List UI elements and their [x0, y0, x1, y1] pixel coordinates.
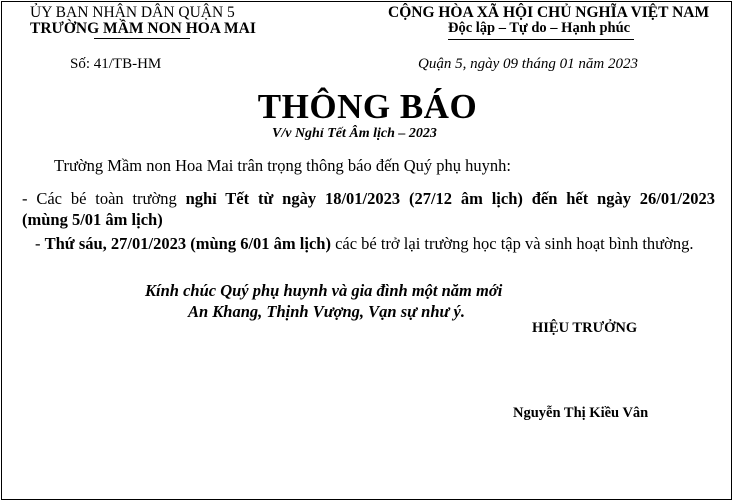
document-number: Số: 41/TB-HM [70, 56, 162, 72]
school-name-underline [94, 38, 190, 39]
signer-name: Nguyễn Thị Kiều Vân [513, 405, 649, 421]
document-title: THÔNG BÁO [257, 87, 478, 126]
intro-paragraph: Trường Mầm non Hoa Mai trân trọng thông báo đến Quý phụ huynh: [54, 156, 512, 175]
notice-item-1-continuation: (mùng 5/01 âm lịch) [22, 210, 163, 229]
national-motto: Độc lập – Tự do – Hạnh phúc [448, 20, 631, 36]
notice-item-1-prefix: - Các bé toàn trường [22, 189, 186, 208]
notice-item-1 [22, 188, 715, 209]
signer-title: HIỆU TRƯỞNG [532, 320, 638, 336]
notice-item-1-bold: nghỉ Tết từ ngày 18/01/2023 (27/12 âm lịch) đến hết ngày 26/01/2023 [185, 189, 715, 208]
closing-wish-line-2: An Khang, Thịnh Vượng, Vạn sự như ý. [188, 302, 465, 321]
notice-item-2-prefix: - [35, 234, 45, 253]
school-name: TRƯỜNG MẦM NON HOA MAI [30, 20, 256, 37]
notice-document [1, 1, 732, 500]
notice-item-2-bold: Thứ sáu, 27/01/2023 (mùng 6/01 âm lịch) [44, 234, 331, 253]
national-motto-underline [448, 39, 634, 40]
document-subtitle: V/v Nghỉ Tết Âm lịch – 2023 [272, 126, 437, 141]
national-title: CỘNG HÒA XÃ HỘI CHỦ NGHĨA VIỆT NAM [388, 4, 710, 21]
issuing-authority: ỦY BAN NHÂN DÂN QUẬN 5 [30, 4, 235, 21]
notice-item-2 [35, 234, 693, 254]
closing-wish-line-1: Kính chúc Quý phụ huynh và gia đình một năm mới [145, 281, 503, 300]
place-date: Quận 5, ngày 09 tháng 01 năm 2023 [418, 56, 638, 72]
notice-item-2-rest: các bé trở lại trường học tập và sinh hoạt bình thường. [330, 234, 694, 253]
